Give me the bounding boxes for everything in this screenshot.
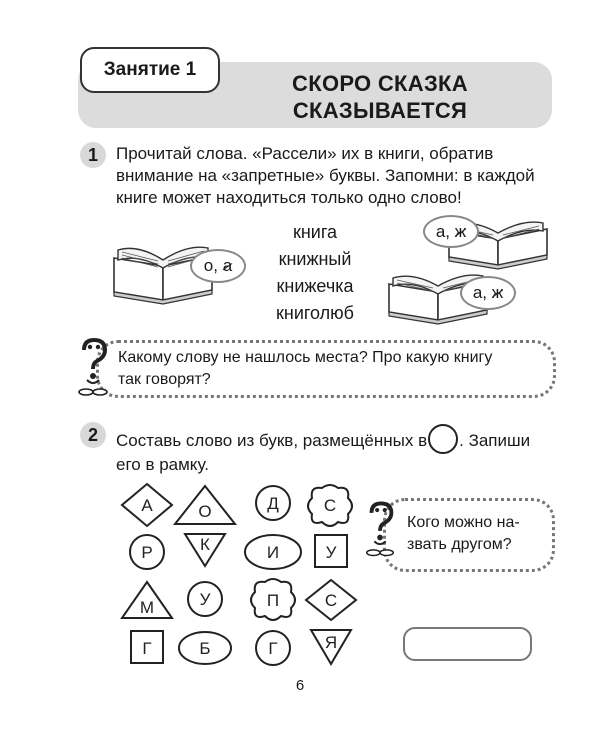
letter-r1c1: А (141, 496, 153, 515)
book-bottom-right-tag (460, 276, 516, 310)
task-2-line-1b: . Запиши (459, 431, 531, 450)
lesson-label: Занятие 1 (80, 47, 220, 93)
task-2-text (116, 424, 561, 476)
hint-1-text (118, 347, 548, 391)
letter-r3c1: М (139, 598, 155, 617)
letter-r1c4: С (323, 496, 337, 515)
word-4: книголюб (276, 303, 354, 323)
task-2-line-1 (116, 424, 561, 454)
book-bottom-right-tag-letter-2: ж (491, 283, 504, 302)
letter-r1c2: О (198, 502, 212, 521)
book-left-tag-letter-2: а (222, 256, 233, 275)
letter-shapes-grid (110, 478, 370, 668)
task-1-text (116, 143, 556, 209)
task-2-line-1a: Составь слово из букв, размещённых в (116, 431, 428, 450)
question-mark-character-icon (74, 336, 112, 398)
letter-r4c4: Я (324, 633, 338, 652)
hint-1-line-1: Какому слову не нашлось места? Про какую книгу (118, 349, 493, 366)
book-left-tag (190, 249, 246, 283)
question-mark-character-icon-2 (362, 498, 398, 560)
task-2-number: 2 (80, 422, 106, 448)
title-line-2: СКАЗЫВАЕТСЯ (292, 98, 468, 123)
hint-2-line-1: Кого можно на- (407, 514, 520, 531)
letter-r3c4: С (324, 591, 338, 610)
hint-2-text (407, 512, 547, 556)
book-top-right-tag-letter-2: ж (454, 221, 467, 241)
letter-r4c1: Г (142, 639, 152, 658)
letter-r4c2: Б (199, 639, 211, 658)
letter-r2c4: У (325, 543, 337, 562)
book-bottom-right-tag-letter-1: а, (472, 283, 488, 302)
page-number: 6 (295, 677, 305, 694)
letter-r2c2: К (200, 535, 210, 554)
task-1-number: 1 (80, 142, 106, 168)
book-left-tag-letter-1: о, (203, 256, 218, 275)
title-line-1: СКОРО СКАЗКА (292, 71, 468, 96)
hint-2-line-2: звать другом? (407, 536, 512, 553)
word-1: книга (292, 222, 338, 242)
book-top-right-tag-letter-1: а, (435, 221, 451, 241)
task-1-line-1: Прочитай слова. «Расcели» их в книги, обратив (116, 144, 494, 163)
task-1-line-2: внимание на «запретные» буквы. Запомни: в каждой (116, 166, 535, 185)
hint-1-line-2: так говорят? (118, 371, 211, 388)
letter-r2c1: Р (141, 543, 153, 562)
letter-r1c3: Д (267, 494, 279, 513)
circle-shape-icon (428, 424, 458, 454)
task-1-line-3: книге может находиться только одно слово! (116, 188, 462, 207)
letter-r3c3: П (266, 591, 280, 610)
letter-r2c3: И (266, 543, 280, 562)
letter-r3c2: У (199, 590, 211, 609)
task-2-line-2: его в рамку. (116, 455, 209, 474)
page-title (230, 70, 530, 124)
word-2: книжный (278, 249, 352, 269)
word-3: книжечка (276, 276, 354, 296)
book-top-right-tag (423, 215, 479, 248)
answer-box[interactable] (403, 627, 532, 661)
letter-r4c3: Г (268, 639, 278, 658)
